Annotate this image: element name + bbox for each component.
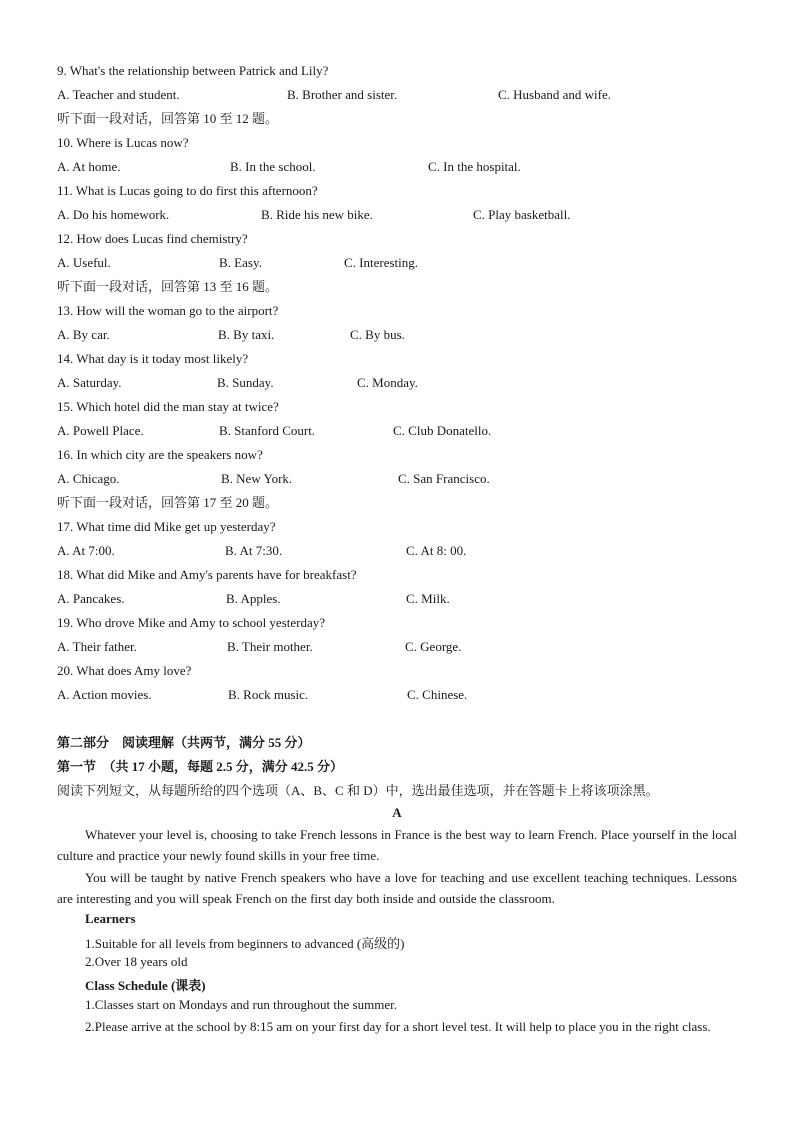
learners-title: Learners — [85, 911, 136, 926]
question-14: 14. What day is it today most likely? — [57, 351, 249, 366]
section-one-heading: 第一节 （共 17 小题，每题 2.5 分，满分 42.5 分） — [57, 759, 344, 774]
option-c: C. George. — [405, 639, 462, 654]
option-b: B. Brother and sister. — [287, 87, 398, 102]
passage-paragraph-2: You will be taught by native French speakers who have a love for teaching and use excellent teaching techniques. Lessons are interesting and you will speak French on the first day both inside and outside the classroom. — [57, 870, 737, 906]
passage-label: A — [392, 805, 402, 820]
option-b: B. Rock music. — [228, 687, 309, 702]
schedule-item-1: 1.Classes start on Mondays and run throughout the summer. — [85, 997, 397, 1012]
question-20: 20. What does Amy love? — [57, 663, 192, 678]
option-b: B. Apples. — [226, 591, 281, 606]
option-a: A. Their father. — [57, 639, 137, 654]
question-12: 12. How does Lucas find chemistry? — [57, 231, 248, 246]
option-a: A. By car. — [57, 327, 110, 342]
schedule-title: Class Schedule (课表) — [85, 978, 206, 993]
option-b: B. Easy. — [219, 255, 262, 270]
option-b: B. Stanford Court. — [219, 423, 316, 438]
option-c: C. Husband and wife. — [498, 87, 612, 102]
question-17: 17. What time did Mike get up yesterday? — [57, 519, 276, 534]
option-a: A. Useful. — [57, 255, 111, 270]
option-a: A. Do his homework. — [57, 207, 170, 222]
option-b: B. By taxi. — [218, 327, 275, 342]
option-a: A. Pancakes. — [57, 591, 125, 606]
question-16: 16. In which city are the speakers now? — [57, 447, 263, 462]
option-a: A. At 7:00. — [57, 543, 115, 558]
instruction-17-20: 听下面一段对话，回答第 17 至 20 题。 — [57, 495, 279, 510]
question-11: 11. What is Lucas going to do first this afternoon? — [57, 183, 318, 198]
option-c: C. At 8: 00. — [406, 543, 467, 558]
learners-item-2: 2.Over 18 years old — [85, 954, 188, 969]
option-a: A. Powell Place. — [57, 423, 144, 438]
passage-paragraph-1: Whatever your level is, choosing to take French lessons in France is the best way to learn French. Place yourself in the local culture and practice your newly found skills in your free time. — [57, 827, 737, 863]
option-c: C. San Francisco. — [398, 471, 490, 486]
schedule-item-2: 2.Please arrive at the school by 8:15 am on your first day for a short level test. It will help to place you in the right class. — [85, 1019, 711, 1034]
option-c: C. Chinese. — [407, 687, 468, 702]
reading-instruction: 阅读下列短文，从每题所给的四个选项（A、B、C 和 D）中，选出最佳选项，并在答题卡上将该项涂黑。 — [57, 783, 659, 798]
part-two-heading: 第二部分 阅读理解（共两节，满分 55 分） — [57, 735, 311, 750]
question-18: 18. What did Mike and Amy's parents have for breakfast? — [57, 567, 357, 582]
option-b: B. Ride his new bike. — [261, 207, 373, 222]
question-13: 13. How will the woman go to the airport? — [57, 303, 279, 318]
instruction-13-16: 听下面一段对话，回答第 13 至 16 题。 — [57, 279, 279, 294]
option-b: B. In the school. — [230, 159, 316, 174]
question-19: 19. Who drove Mike and Amy to school yesterday? — [57, 615, 326, 630]
learners-item-1: 1.Suitable for all levels from beginners to advanced (高级的) — [85, 936, 405, 951]
option-a: A. Saturday. — [57, 375, 122, 390]
option-a: A. At home. — [57, 159, 121, 174]
option-a: A. Chicago. — [57, 471, 120, 486]
option-c: C. Club Donatello. — [393, 423, 492, 438]
option-b: B. Their mother. — [227, 639, 313, 654]
question-10: 10. Where is Lucas now? — [57, 135, 189, 150]
option-c: C. By bus. — [350, 327, 405, 342]
option-a: A. Action movies. — [57, 687, 152, 702]
option-c: C. Monday. — [357, 375, 418, 390]
option-c: C. Interesting. — [344, 255, 419, 270]
option-c: C. Milk. — [406, 591, 450, 606]
option-a: A. Teacher and student. — [57, 87, 180, 102]
option-c: C. In the hospital. — [428, 159, 521, 174]
option-b: B. Sunday. — [217, 375, 274, 390]
option-b: B. At 7:30. — [225, 543, 283, 558]
option-c: C. Play basketball. — [473, 207, 571, 222]
question-9: 9. What's the relationship between Patrick and Lily? — [57, 63, 329, 78]
instruction-10-12: 听下面一段对话，回答第 10 至 12 题。 — [57, 111, 279, 126]
question-15: 15. Which hotel did the man stay at twice? — [57, 399, 279, 414]
option-b: B. New York. — [221, 471, 293, 486]
